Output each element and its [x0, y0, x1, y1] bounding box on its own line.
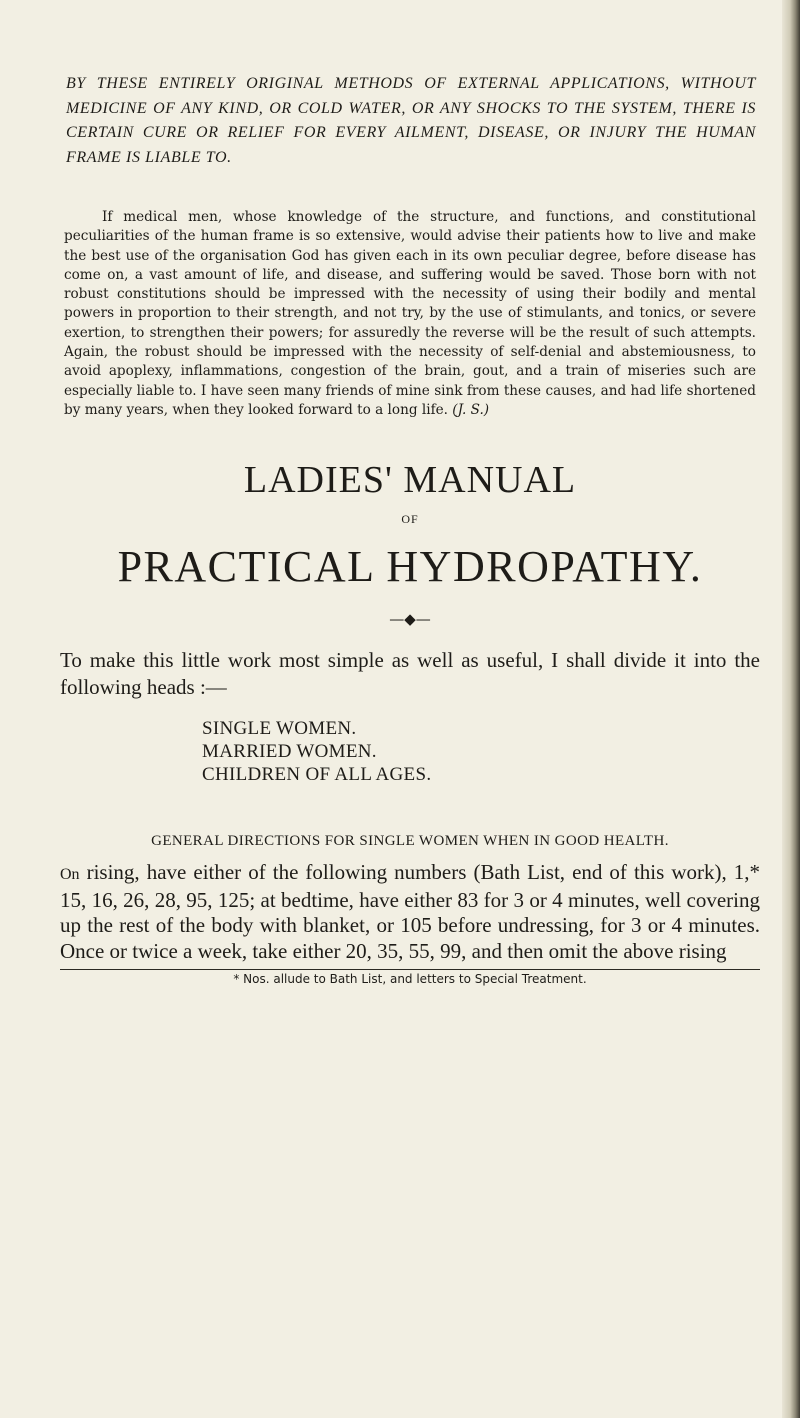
- heads-list: [202, 717, 768, 786]
- signature: (J. S.): [452, 401, 490, 418]
- section-heading: GENERAL DIRECTIONS FOR SINGLE WOMEN WHEN IN GOOD HEALTH.: [151, 833, 669, 850]
- intro-heading: BY THESE ENTIRELY ORIGINAL METHODS OF EXTERNAL APPLICATIONS, WITHOUT MEDICINE OF ANY KIND, OR COLD WATER, OR ANY SHOCKS TO THE SYSTEM, THERE IS CERTAIN CURE OR RELIEF FOR EVERY AILMENT, DISEASE, OR INJURY THE HUMAN FRAME IS LIABLE TO.: [66, 75, 756, 166]
- page-edge: [782, 0, 800, 1418]
- head-item: CHILDREN OF ALL AGES.: [202, 764, 432, 786]
- page-content: [52, 72, 768, 986]
- preface-text: If medical men, whose knowledge of the structure, and functions, and constitutional peculiarities of the human frame is so extensive, would advise their patients how to live and make the best use of the organisation God has given each in its own peculiar degree, before disease has come on, a vast amount of life, and disease, and suffering would be saved. Those born with not robust constitutions should be impressed with the necessity of using their bodily and mental powers in proportion to their strength, and not try, by the use of stimulants, and tonics, or severe exertion, to strengthen their powers; for assuredly the reverse will be the result of such attempts. Again, the robust should be impressed with the necessity of self-denial and abstemiousness, to avoid apoplexy, inflammations, congestion of the brain, gout, and a train of miseries such are especially liable to. I have seen many friends of mine sink from these causes, and had life shortened by many years, when they looked forward to a long life.: [64, 209, 756, 418]
- footnote-rule: [60, 969, 760, 970]
- title-ladies-manual: LADIES' MANUAL: [243, 459, 577, 502]
- directions-first-word: On: [60, 866, 80, 884]
- ornament-divider: —◆—: [389, 610, 431, 629]
- directions-text: rising, have either of the following numbers (Bath List, end of this work), 1,* 15, 16, 26, 28, 95, 125; at bedtime, have either 83 for 3 or 4 minutes, well covering up the rest of the body with blanket, or 105 before undressing, for 3 or 4 minutes. Once or twice a week, take either 20, 35, 55, 99, and then omit the above rising: [60, 860, 760, 964]
- head-item: SINGLE WOMEN.: [202, 718, 357, 740]
- footnote: * Nos. allude to Bath List, and letters to Special Treatment.: [233, 971, 587, 986]
- preface-paragraph: [64, 208, 756, 420]
- head-item: MARRIED WOMEN.: [202, 741, 377, 763]
- lead-paragraph: To make this little work most simple as well as useful, I shall divide it into the following heads :—: [60, 648, 760, 700]
- directions-paragraph: [60, 860, 760, 964]
- title-of: OF: [401, 512, 419, 527]
- title-practical-hydropathy: PRACTICAL HYDROPATHY.: [117, 542, 703, 592]
